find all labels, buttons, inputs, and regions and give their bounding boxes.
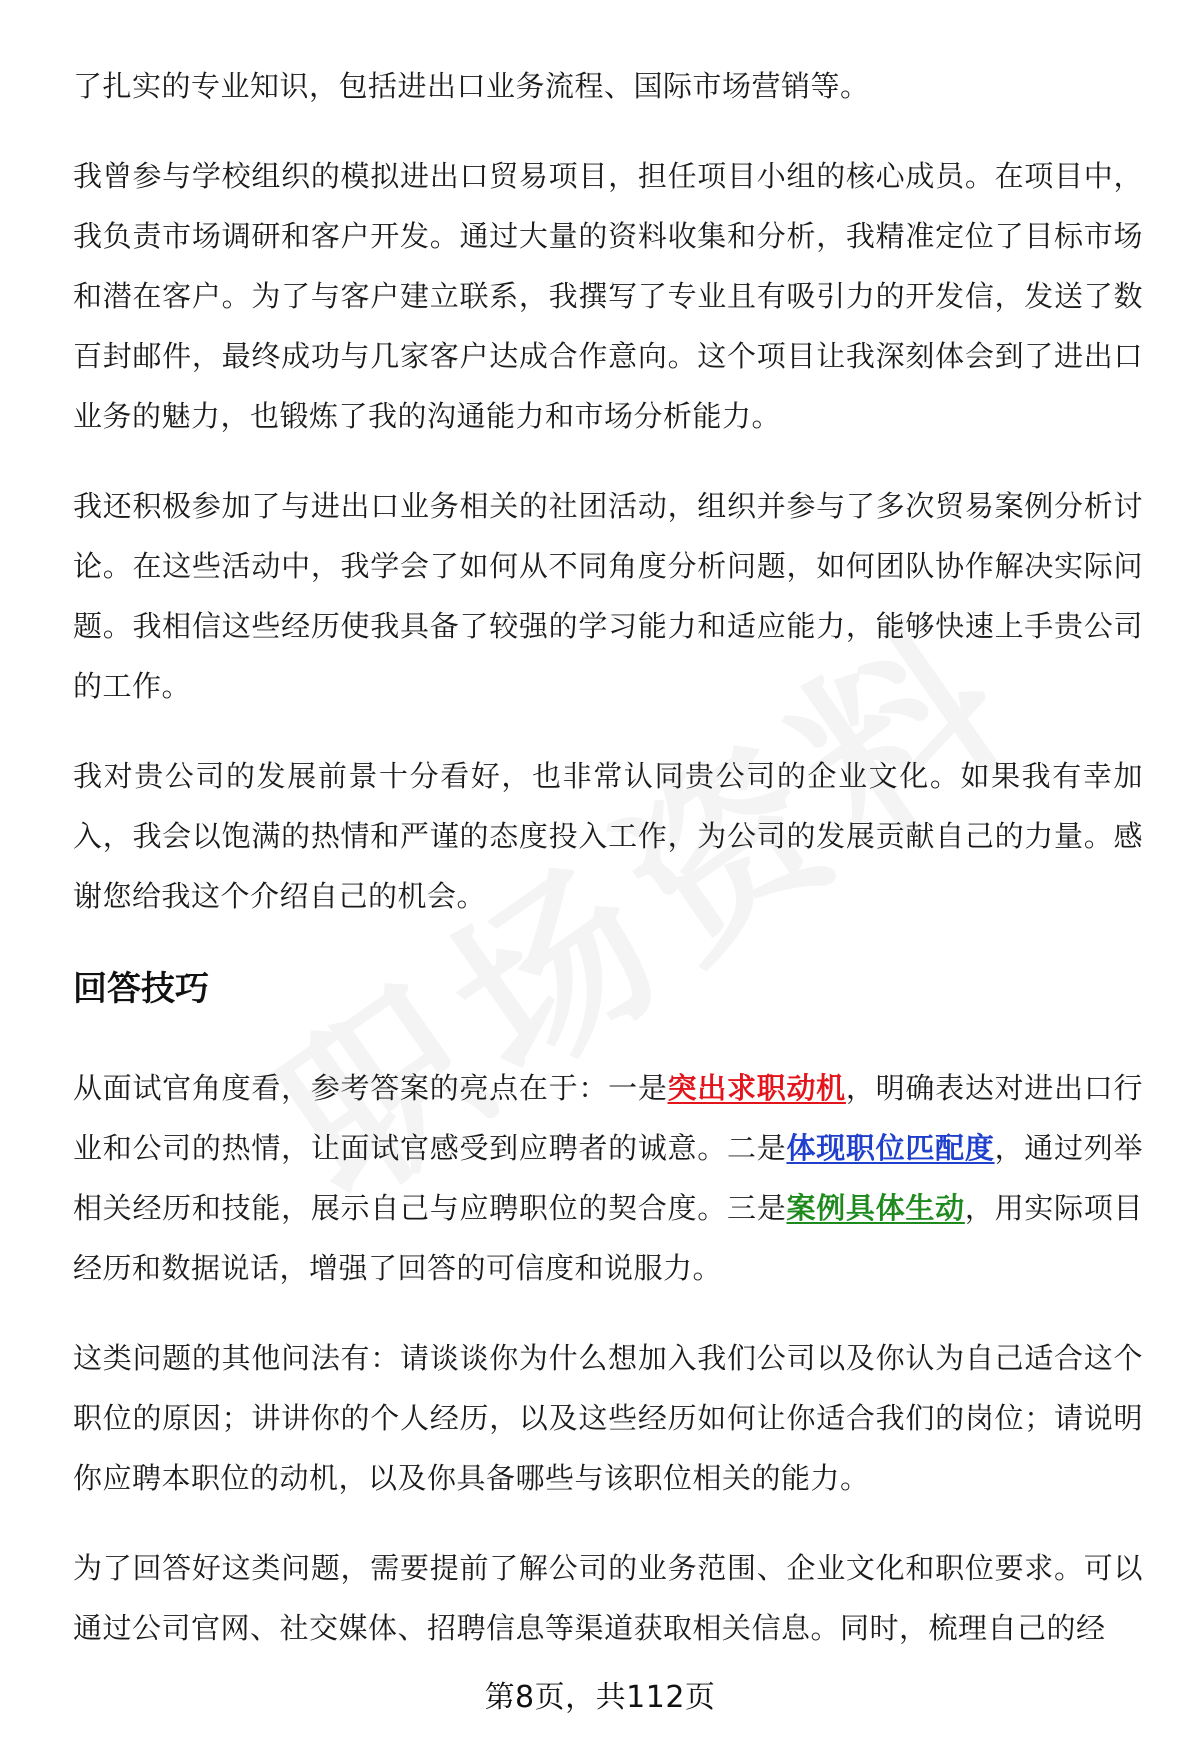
tips-text-1: 从面试官角度看，参考答案的亮点在于：一是 — [73, 1071, 668, 1105]
tips-text-3: ，通过列举相关经历和技能，展示自己与应聘职位的契合度。三是 — [73, 1131, 1143, 1225]
paragraph-tips-highlights — [73, 1058, 1143, 1298]
section-heading-answer-tips: 回答技巧 — [73, 969, 209, 1009]
tips-text-4: ，用实际项目经历和数据说话，增强了回答的可信度和说服力。 — [73, 1191, 1143, 1285]
highlight-concrete-cases: 案例具体生动 — [786, 1191, 965, 1225]
highlight-motivation: 突出求职动机 — [667, 1071, 846, 1105]
paragraph-closing: 我对贵公司的发展前景十分看好，也非常认同贵公司的企业文化。如果我有幸加入，我会以饱满的热情和严谨的态度投入工作，为公司的发展贡献自己的力量。感谢您给我这个介绍自己的机会。 — [73, 759, 1143, 913]
page-number-footer: 第8页，共112页 — [484, 1680, 716, 1715]
paragraph-club-activities: 我还积极参加了与进出口业务相关的社团活动，组织并参与了多次贸易案例分析讨论。在这些活动中，我学会了如何从不同角度分析问题，如何团队协作解决实际问题。我相信这些经历使我具备了较强的学习能力和适应能力，能够快速上手贵公司的工作。 — [73, 489, 1143, 703]
paragraph-alternative-questions: 这类问题的其他问法有：请谈谈你为什么想加入我们公司以及你认为自己适合这个职位的原因；讲讲你的个人经历，以及这些经历如何让你适合我们的岗位；请说明你应聘本职位的动机，以及你具备哪些与该职位相关的能力。 — [73, 1341, 1143, 1495]
document-body — [73, 56, 1143, 1688]
paragraph-education: 了扎实的专业知识，包括进出口业务流程、国际市场营销等。 — [73, 69, 870, 103]
highlight-job-fit: 体现职位匹配度 — [786, 1131, 995, 1165]
paragraph-project-experience: 我曾参与学校组织的模拟进出口贸易项目，担任项目小组的核心成员。在项目中，我负责市场调研和客户开发。通过大量的资料收集和分析，我精准定位了目标市场和潜在客户。为了与客户建立联系，我撰写了专业且有吸引力的开发信，发送了数百封邮件，最终成功与几家客户达成合作意向。这个项目让我深刻体会到了进出口业务的魅力，也锻炼了我的沟通能力和市场分析能力。 — [73, 159, 1143, 433]
tips-text-2: ，明确表达对进出口行业和公司的热情，让面试官感受到应聘者的诚意。二是 — [73, 1071, 1143, 1165]
paragraph-preparation-advice: 为了回答好这类问题，需要提前了解公司的业务范围、企业文化和职位要求。可以通过公司官网、社交媒体、招聘信息等渠道获取相关信息。同时，梳理自己的经 — [73, 1551, 1143, 1645]
